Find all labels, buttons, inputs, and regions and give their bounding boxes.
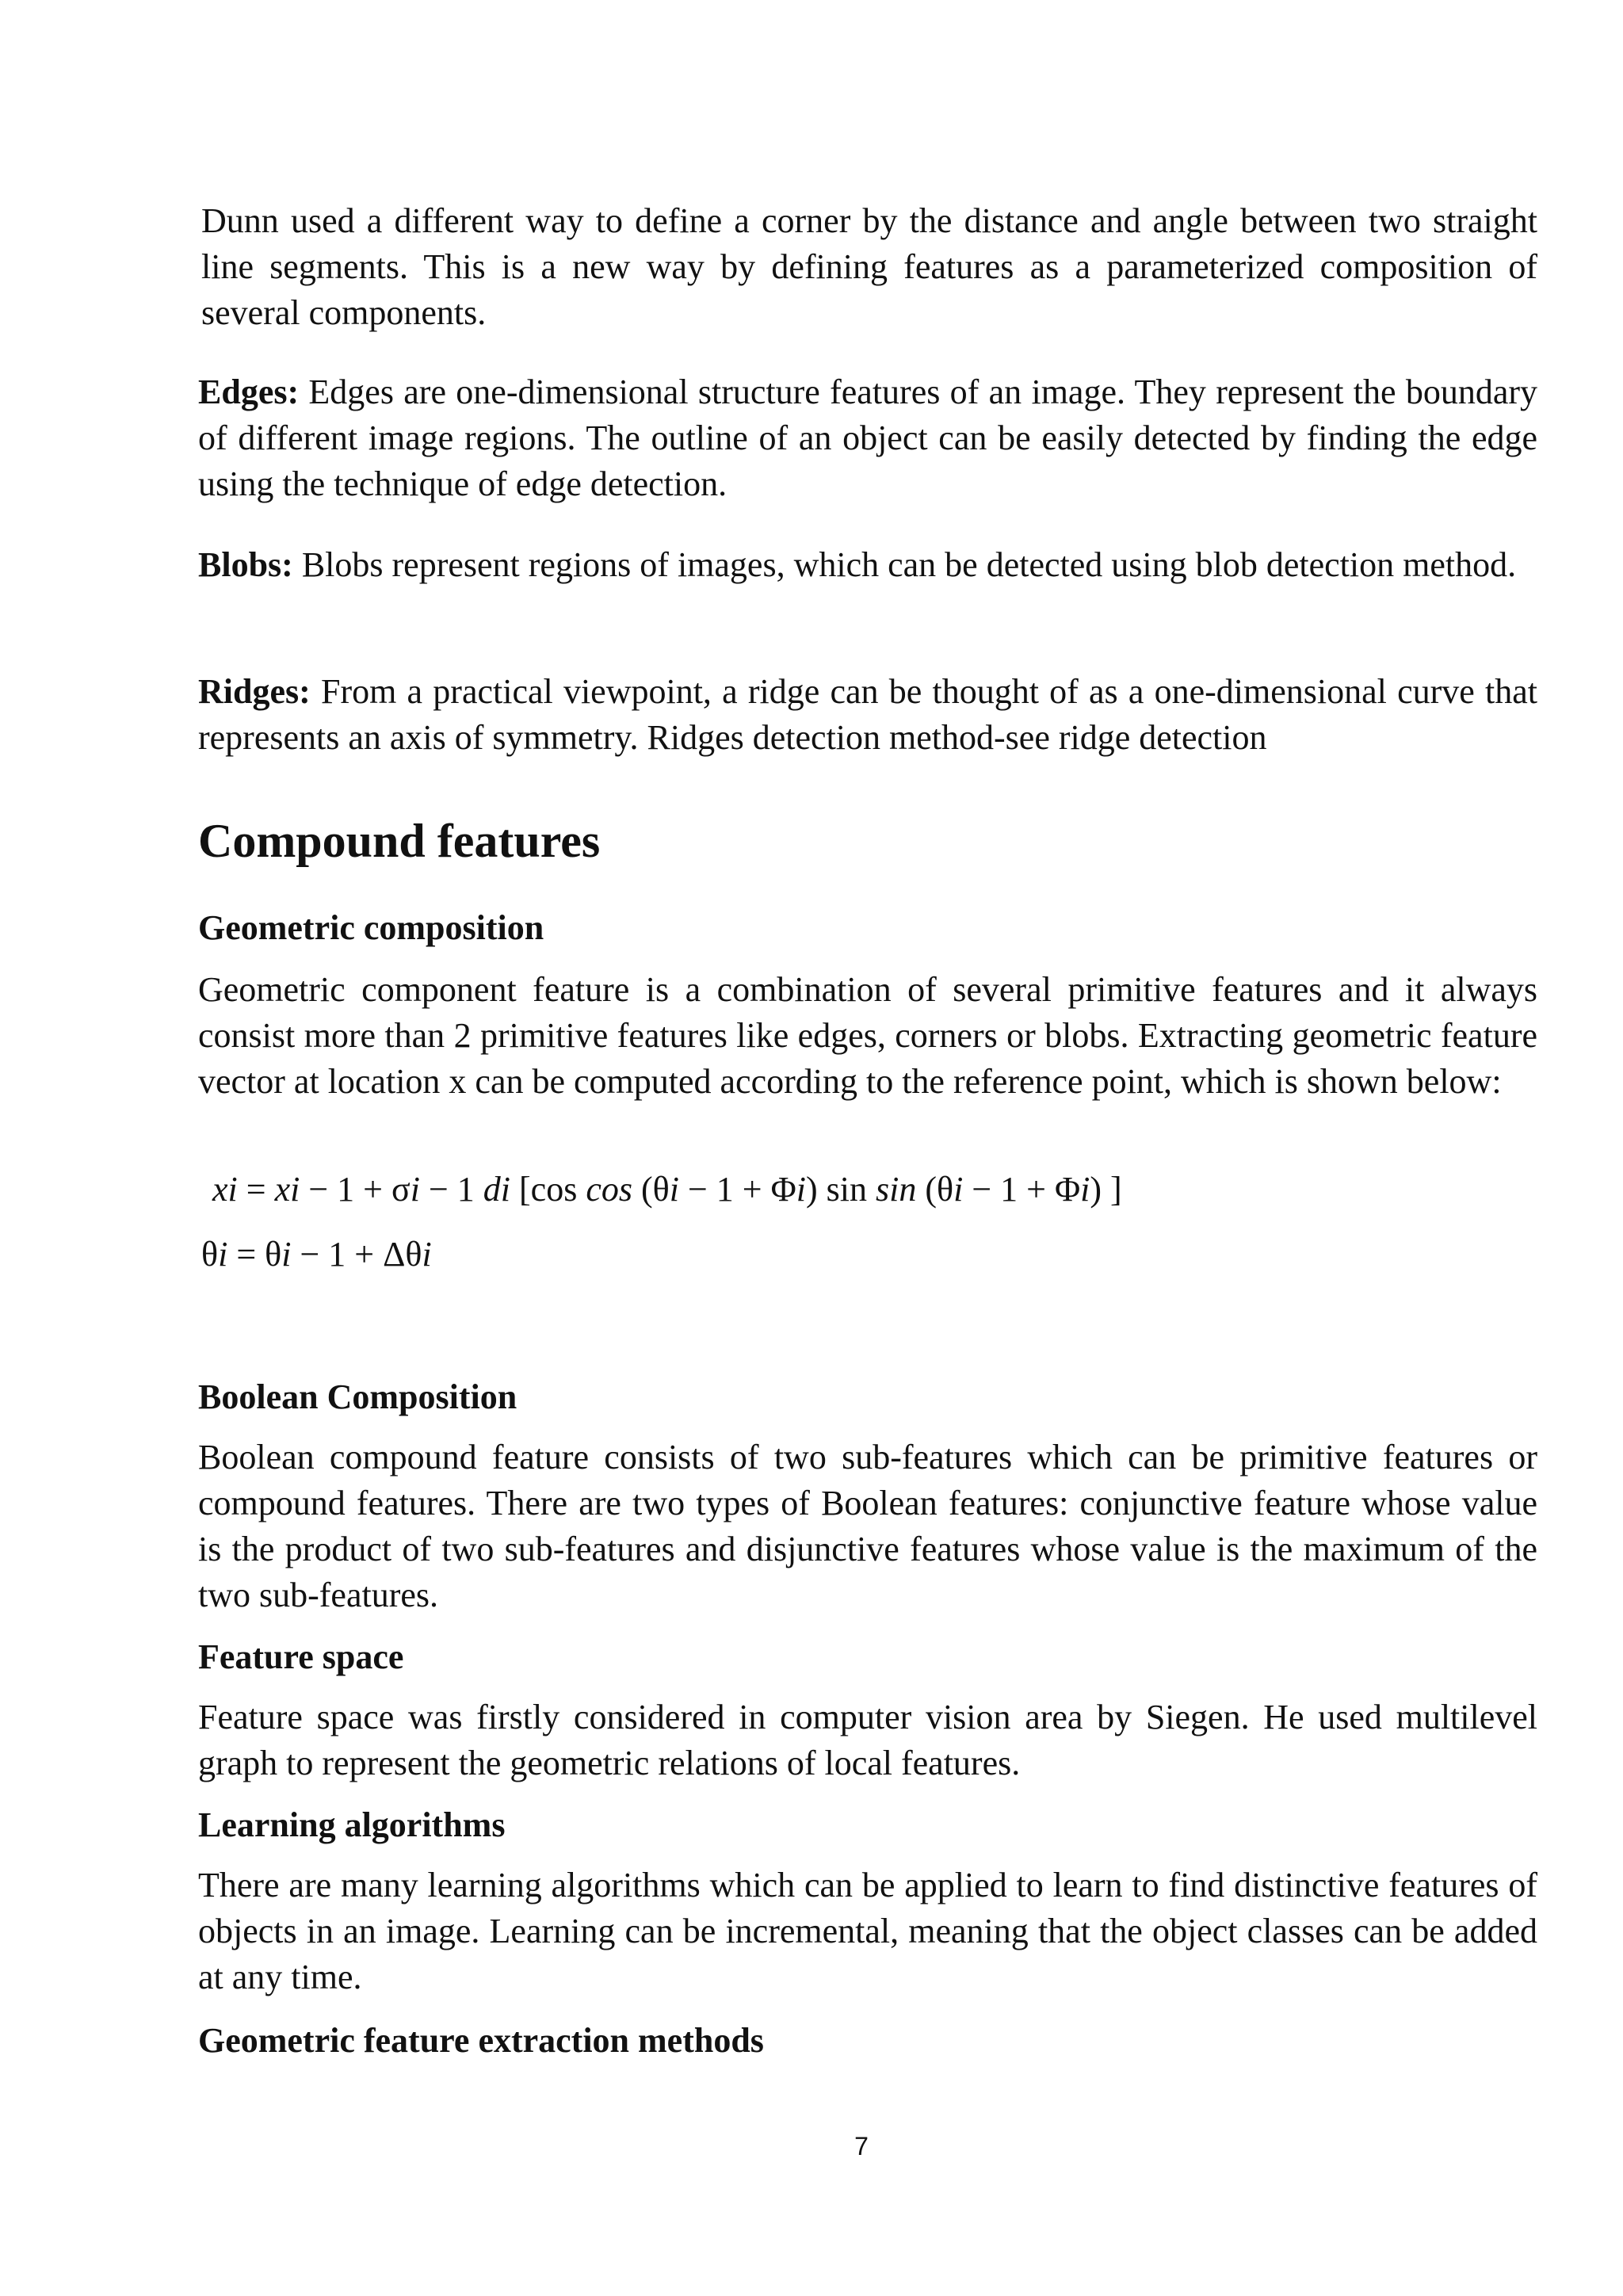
- page-number: 7: [854, 2132, 869, 2160]
- equation-position: xi = xi − 1 + σi − 1 di [cos cos (θi − 1 + Φi) sin sin (θi − 1 + Φi) ]: [212, 1170, 1122, 1209]
- blobs-label: Blobs:: [198, 545, 293, 584]
- edges-label: Edges:: [198, 372, 300, 411]
- heading-compound-features: Compound features: [198, 815, 601, 867]
- ridges-text: From a practical viewpoint, a ridge can be thought of as a one-dimensional curve that represents an axis of symmetry. Ridges detection method-see ridge detection: [198, 672, 1537, 757]
- heading-learning-algorithms: Learning algorithms: [198, 1805, 506, 1844]
- heading-geometric-feature-extraction: Geometric feature extraction methods: [198, 2021, 764, 2060]
- paragraph-feature-space: Feature space was firstly considered in computer vision area by Siegen. He used multilevel graph to represent the geometric relations of local features.: [198, 1698, 1537, 1782]
- heading-geometric-composition: Geometric composition: [198, 908, 544, 947]
- paragraph-boolean-composition: Boolean compound feature consists of two sub-features which can be primitive features or compound features. There are two types of Boolean features: conjunctive feature whose value is the product of two sub-features and disjunctive features whose value is the maximum of the two sub-features.: [198, 1438, 1537, 1614]
- paragraph-geometric-composition: Geometric component feature is a combination of several primitive features and it always consist more than 2 primitive features like edges, corners or blobs. Extracting geometric feature vector at location x can be computed according to the reference point, which is shown below:: [198, 970, 1537, 1101]
- paragraph-blobs: [198, 542, 1537, 588]
- paragraph-ridges: [198, 669, 1537, 761]
- ridges-label: Ridges:: [198, 672, 311, 711]
- paragraph-learning-algorithms: There are many learning algorithms which can be applied to learn to find distinctive features of objects in an image. Learning can be incremental, meaning that the object classes can be added at any time.: [198, 1866, 1537, 1996]
- equation-angle: θi = θi − 1 + Δθi: [201, 1235, 432, 1274]
- paragraph-edges: [198, 369, 1537, 507]
- heading-boolean-composition: Boolean Composition: [198, 1377, 517, 1416]
- heading-feature-space: Feature space: [198, 1637, 404, 1676]
- blobs-text: Blobs represent regions of images, which can be detected using blob detection method.: [292, 545, 1517, 584]
- edges-text: Edges are one-dimensional structure features of an image. They represent the boundary of different image regions. The outline of an object can be easily detected by finding the edge using the technique of edge detection.: [198, 372, 1537, 503]
- paragraph-dunn: Dunn used a different way to define a corner by the distance and angle between two straight line segments. This is a new way by defining features as a parameterized composition of several components.: [201, 201, 1537, 332]
